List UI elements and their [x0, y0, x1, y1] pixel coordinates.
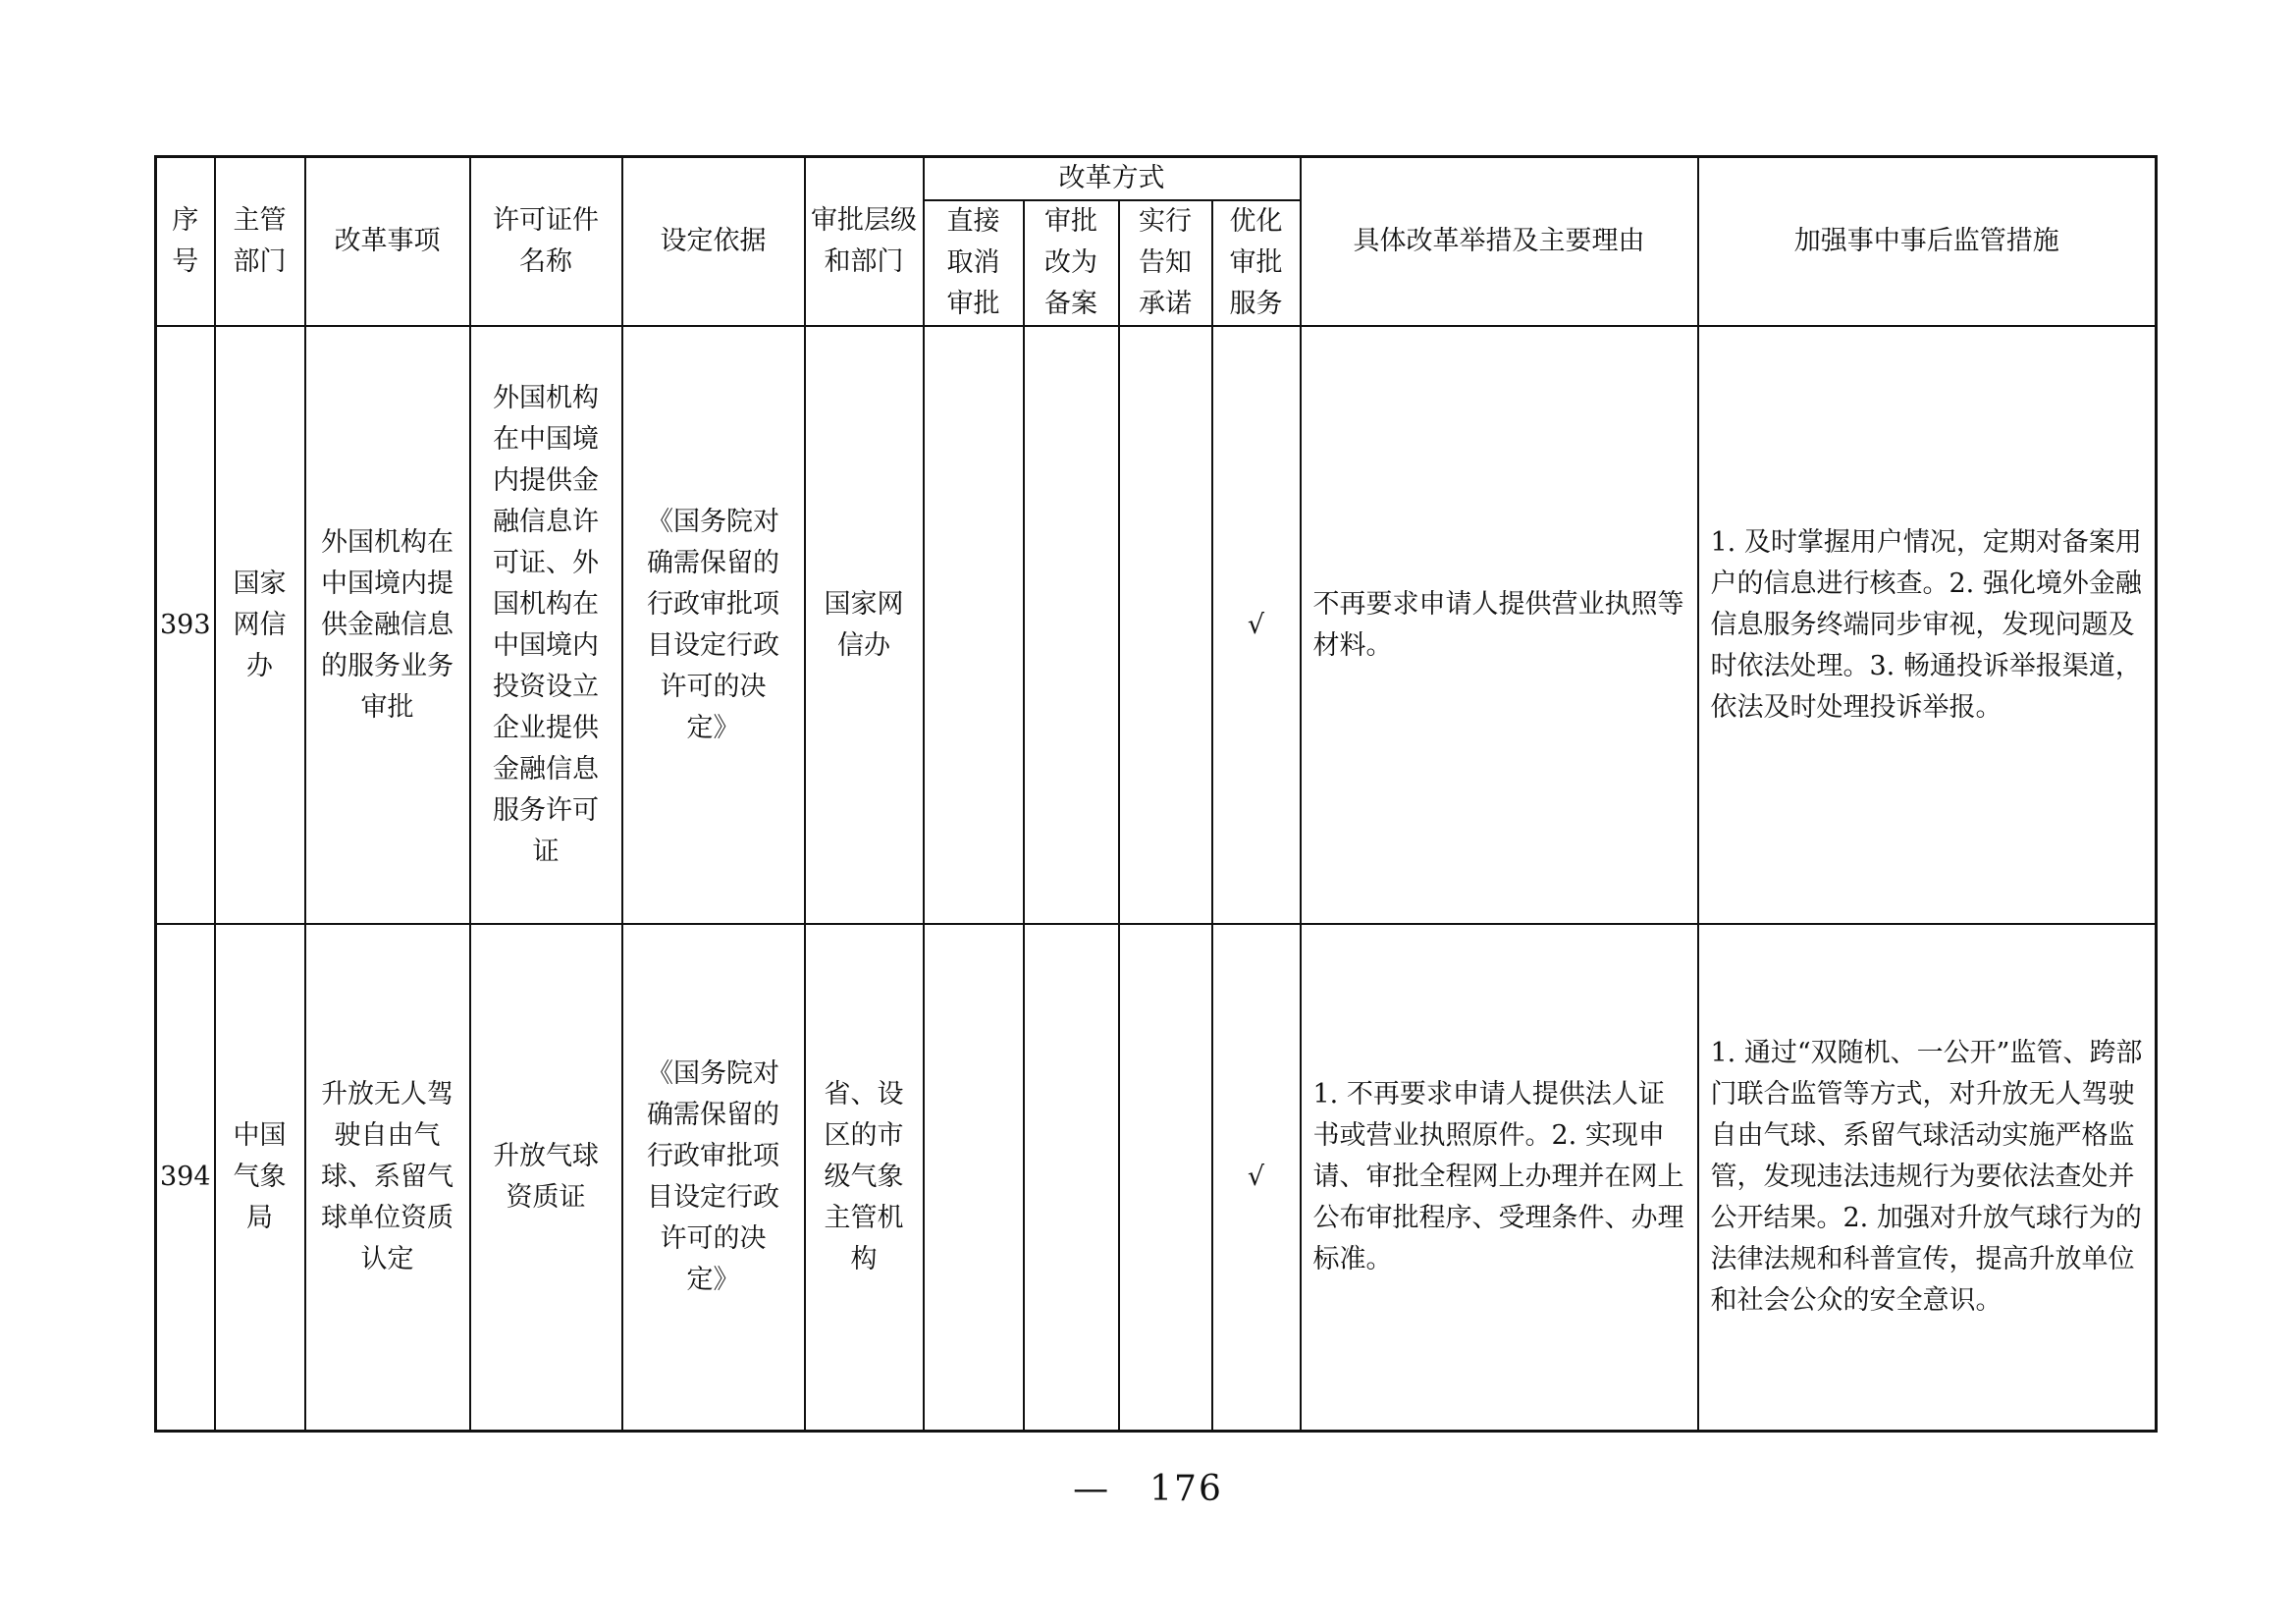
header-row-top: [156, 157, 2157, 201]
cell-dept: 中国气象局: [215, 924, 305, 1432]
cell-cancel: [924, 326, 1024, 924]
header-level: 审批层级和部门: [805, 157, 924, 327]
header-measures: 具体改革举措及主要理由: [1301, 157, 1698, 327]
cell-license: 外国机构在中国境内提供金融信息许可证、外国机构在中国境内投资设立企业提供金融信息服务许可证: [470, 326, 622, 924]
cell-supervision: 1. 通过“双随机、一公开”监管、跨部门联合监管等方式，对升放无人驾驶自由气球、系留气球活动实施严格监管，发现违法违规行为要依法查处并公开结果。2. 加强对升放气球行为的法律法规和科普宣传，提高升放单位和社会公众的安全意识。: [1698, 924, 2157, 1432]
cell-license: 升放气球资质证: [470, 924, 622, 1432]
table-row: [156, 924, 2157, 1432]
header-seq: 序号: [156, 157, 215, 327]
cell-seq: 393: [156, 326, 215, 924]
cell-supervision: 1. 及时掌握用户情况，定期对备案用户的信息进行核查。2. 强化境外金融信息服务终端同步审视，发现问题及时依法处理。3. 畅通投诉举报渠道，依法及时处理投诉举报。: [1698, 326, 2157, 924]
header-promise: 实行告知承诺: [1119, 200, 1212, 326]
cell-optimize: √: [1212, 924, 1301, 1432]
cell-dept: 国家网信办: [215, 326, 305, 924]
cell-filing: [1024, 326, 1119, 924]
header-optimize: 优化审批服务: [1212, 200, 1301, 326]
policy-table-container: [154, 155, 2155, 1433]
cell-level: 省、设区的市级气象主管机构: [805, 924, 924, 1432]
header-cancel: 直接取消审批: [924, 200, 1024, 326]
cell-cancel: [924, 924, 1024, 1432]
cell-basis: 《国务院对确需保留的行政审批项目设定行政许可的决定》: [622, 326, 805, 924]
header-license: 许可证件名称: [470, 157, 622, 327]
cell-promise: [1119, 326, 1212, 924]
cell-measures: 不再要求申请人提供营业执照等材料。: [1301, 326, 1698, 924]
cell-promise: [1119, 924, 1212, 1432]
cell-item: 升放无人驾驶自由气球、系留气球单位资质认定: [305, 924, 470, 1432]
cell-measures: 1. 不再要求申请人提供法人证书或营业执照原件。2. 实现申请、审批全程网上办理并在网上公布审批程序、受理条件、办理标准。: [1301, 924, 1698, 1432]
cell-filing: [1024, 924, 1119, 1432]
cell-optimize: √: [1212, 326, 1301, 924]
cell-seq: 394: [156, 924, 215, 1432]
header-basis: 设定依据: [622, 157, 805, 327]
header-item: 改革事项: [305, 157, 470, 327]
reform-table: [154, 155, 2158, 1433]
header-filing: 审批改为备案: [1024, 200, 1119, 326]
cell-basis: 《国务院对确需保留的行政审批项目设定行政许可的决定》: [622, 924, 805, 1432]
header-reform-group: 改革方式: [924, 157, 1301, 201]
page-footer: [0, 1469, 2296, 1509]
footer-dash: —: [1073, 1469, 1111, 1509]
header-dept: 主管部门: [215, 157, 305, 327]
page-number: 176: [1149, 1469, 1223, 1509]
cell-level: 国家网信办: [805, 326, 924, 924]
table-row: [156, 326, 2157, 924]
header-supervision: 加强事中事后监管措施: [1698, 157, 2157, 327]
cell-item: 外国机构在中国境内提供金融信息的服务业务审批: [305, 326, 470, 924]
